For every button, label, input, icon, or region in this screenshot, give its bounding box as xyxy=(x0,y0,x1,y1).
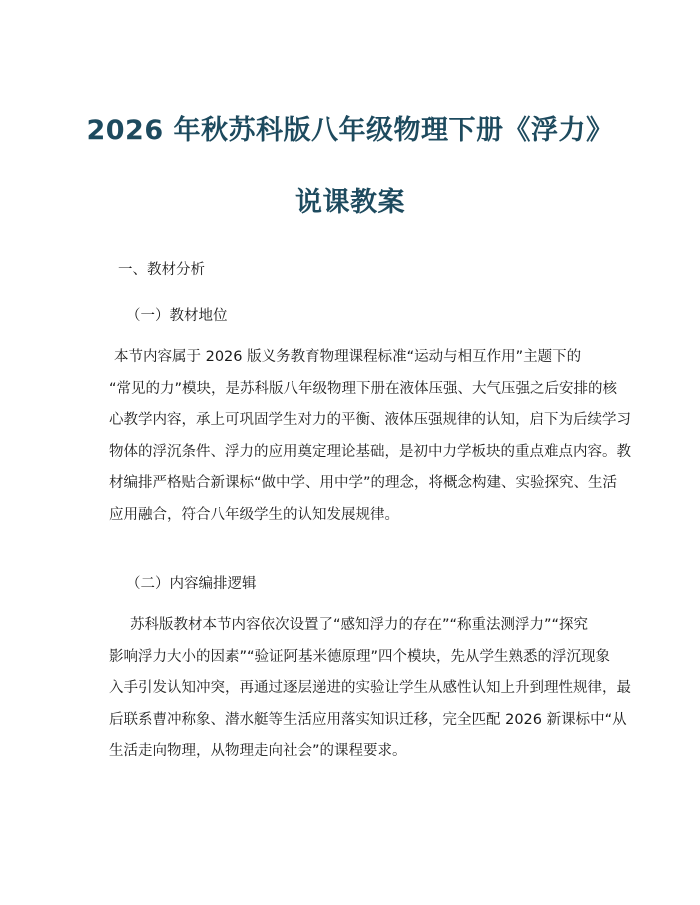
paragraph-textbook-position xyxy=(109,342,631,531)
paragraph-line: 心教学内容，承上可巩固学生对力的平衡、液体压强规律的认知，启下为后续学习 xyxy=(109,412,631,428)
paragraph-line: 物体的浮沉条件、浮力的应用奠定理论基础，是初中力学板块的重点难点内容。教 xyxy=(109,443,631,460)
subsection-heading-content-logic: （二）内容编排逻辑 xyxy=(126,576,257,592)
paragraph-line: 后联系曹冲称象、潜水艇等生活应用落实知识迁移，完全匹配 2026 新课标中“从 xyxy=(109,711,627,728)
paragraph-line: 材编排严格贴合新课标“做中学、用中学”的理念，将概念构建、实验探究、生活 xyxy=(109,475,618,491)
paragraph-line: 本节内容属于 2026 版义务教育物理课程标准“运动与相互作用”主题下的 xyxy=(114,349,582,365)
paragraph-line: “常见的力”模块，是苏科版八年级物理下册在液体压强、大气压强之后安排的核 xyxy=(109,380,618,397)
document-title-line-1: 2026 年秋苏科版八年级物理下册《浮力》 xyxy=(86,115,614,146)
section-heading-textbook-analysis: 一、教材分析 xyxy=(118,262,205,278)
paragraph-line: 应用融合，符合八年级学生的认知发展规律。 xyxy=(109,506,399,523)
subsection-heading-textbook-position: （一）教材地位 xyxy=(126,308,228,324)
paragraph-line: 影响浮力大小的因素”“验证阿基米德原理”四个模块，先从学生熟悉的浮沉现象 xyxy=(109,648,611,665)
paragraph-content-logic xyxy=(109,610,631,768)
paragraph-line: 苏科版教材本节内容依次设置了“感知浮力的存在”“称重法测浮力”“探究 xyxy=(130,617,589,633)
paragraph-line: 生活走向物理，从物理走向社会”的课程要求。 xyxy=(109,743,407,759)
paragraph-line: 入手引发认知冲突，再通过逐层递进的实验让学生从感性认知上升到理性规律，最 xyxy=(109,680,631,696)
document-title-line-2: 说课教案 xyxy=(295,187,405,218)
